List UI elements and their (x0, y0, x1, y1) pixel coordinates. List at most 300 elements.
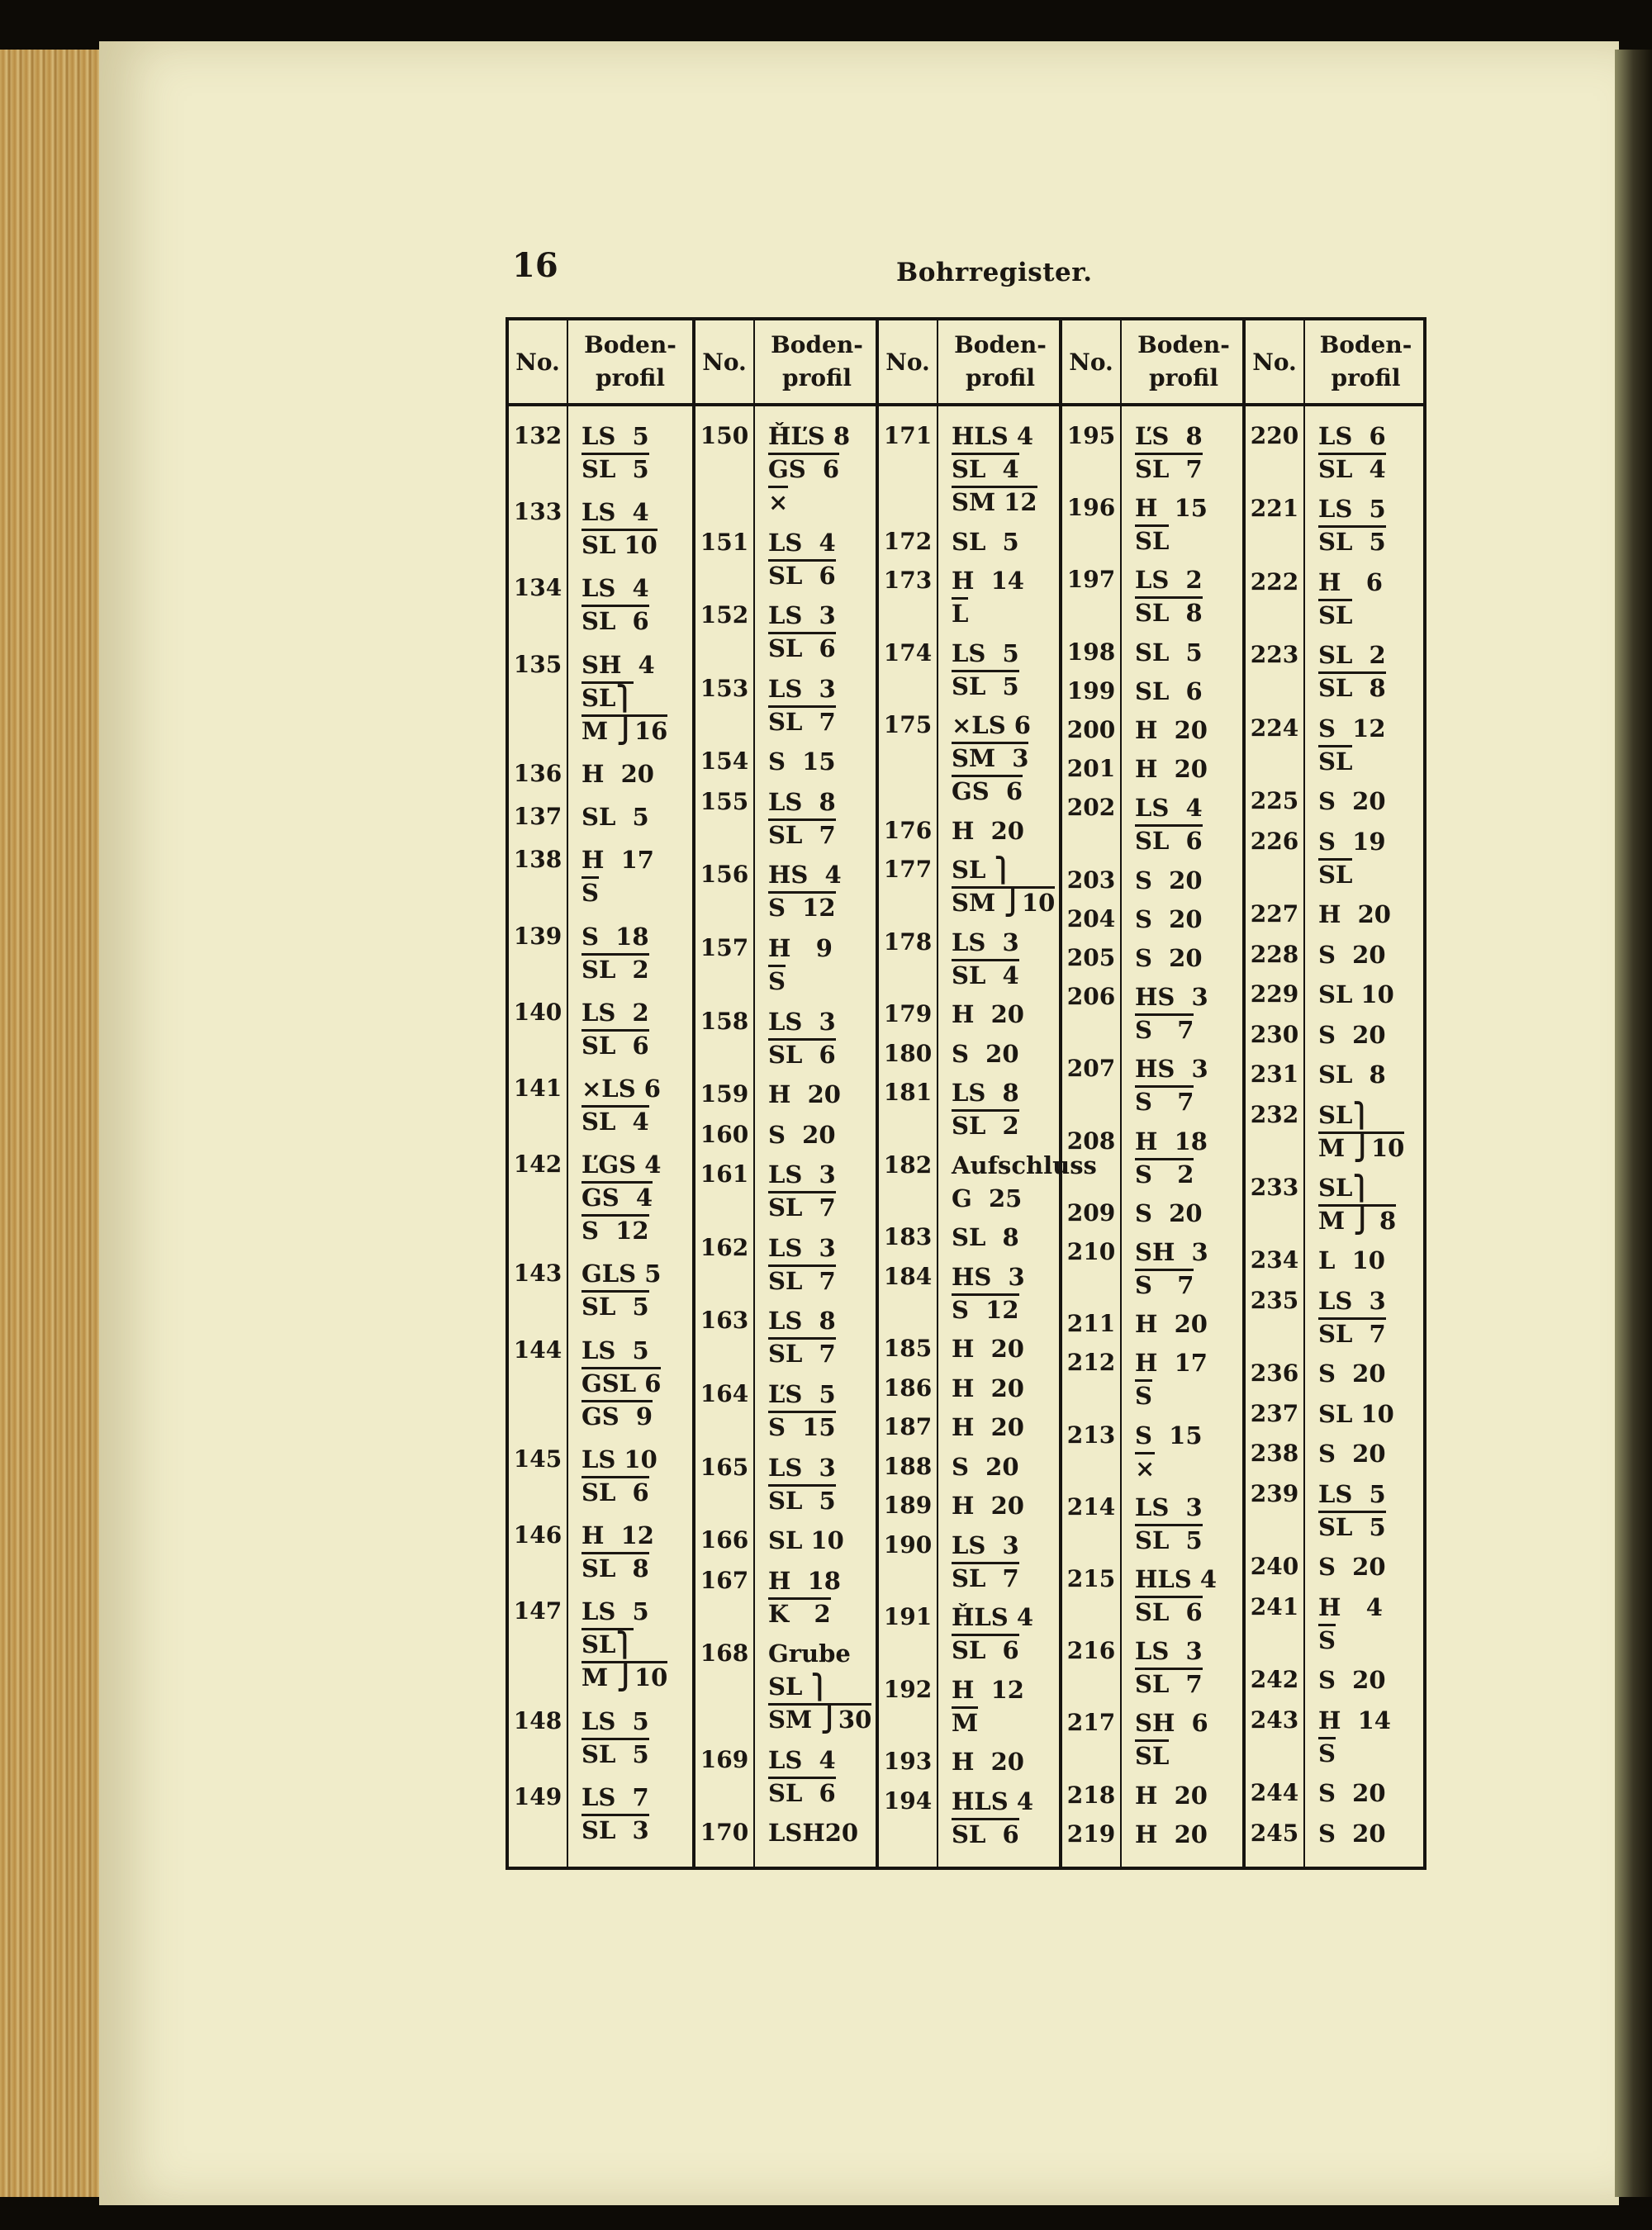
soil-profile (1122, 1346, 1246, 1412)
profile-layer (938, 1706, 1062, 1739)
profile-layer (1122, 491, 1246, 524)
profile-layer (755, 1378, 879, 1411)
profile-layer (568, 714, 692, 747)
profile-layer (1305, 420, 1427, 453)
boring-number: 193 (883, 1748, 933, 1775)
boring-number: 197 (1066, 566, 1116, 594)
soil-profile (568, 1148, 692, 1247)
profile-layer-text: LS 4 (582, 498, 649, 527)
profile-layer-text: LS 5 (582, 422, 649, 450)
profile-layer (938, 453, 1062, 486)
profile-layer-text: S 20 (1318, 940, 1386, 969)
profile-layer (1122, 1346, 1246, 1379)
profile-layer (568, 1738, 692, 1771)
profile-layer-text: GS 4 (582, 1181, 653, 1212)
profile-layer-text: H 18 (768, 1566, 841, 1595)
profile-layer-text: SL 3 (582, 1814, 649, 1844)
profile-layer-text: H 6 (1318, 567, 1383, 596)
profile-layer (755, 632, 879, 665)
profile-layer (755, 785, 879, 818)
soil-profile (755, 785, 879, 852)
profile-layer (755, 705, 879, 738)
profile-layer-text: SL⎫ (1318, 1174, 1371, 1202)
profile-layer (755, 1484, 879, 1517)
profile-layer (1122, 675, 1246, 708)
profile-layer (1122, 864, 1246, 897)
profile-layer-text: SL ⎫ (768, 1672, 829, 1701)
soil-profile (1305, 1777, 1427, 1810)
boring-number: 245 (1250, 1819, 1299, 1847)
profile-layer-text: S 18 (582, 922, 649, 951)
profile-layer-text: SL 7 (952, 1562, 1019, 1592)
profile-layer-text: LS 2 (582, 998, 649, 1027)
boring-number: 179 (883, 1000, 933, 1027)
soil-profile (938, 420, 1062, 519)
profile-layer (1122, 1307, 1246, 1340)
profile-layer (755, 965, 879, 998)
profile-layer (938, 998, 1062, 1031)
profile-layer (1305, 1817, 1427, 1850)
profile-layer-text: SL 5 (582, 1290, 649, 1321)
profile-layer (755, 1078, 879, 1111)
profile-layer (568, 572, 692, 605)
profile-layer (938, 1529, 1062, 1562)
profile-layer (938, 1332, 1062, 1365)
boring-number: 177 (883, 856, 933, 883)
boring-number: 240 (1250, 1553, 1299, 1581)
profile-layer-text: SL 10 (1318, 980, 1394, 1009)
profile-layer (568, 681, 692, 714)
profile-layer-text: S 19 (1318, 827, 1386, 856)
profile-layer-text: SL 6 (1135, 676, 1203, 705)
profile-layer-text: LS 4 (768, 1745, 836, 1774)
soil-profile (938, 814, 1062, 847)
profile-layer (1122, 903, 1246, 936)
boring-number: 241 (1250, 1592, 1299, 1620)
profile-layer-text: LS 3 (952, 928, 1019, 956)
boring-number: 206 (1066, 983, 1116, 1011)
profile-layer (755, 1597, 879, 1630)
profile-layer-text: S 20 (1318, 787, 1386, 816)
profile-layer (1122, 563, 1246, 596)
profile-layer (568, 1181, 692, 1214)
profile-layer (568, 1334, 692, 1367)
profile-layer-text: H 20 (952, 1748, 1024, 1776)
boring-number: 219 (1066, 1820, 1116, 1848)
profile-layer (568, 1814, 692, 1847)
profile-layer (755, 1118, 879, 1151)
soil-profile (1122, 1197, 1246, 1230)
profile-layer-text: S 20 (1318, 1666, 1386, 1695)
profile-layer-text: S (1318, 1624, 1336, 1654)
page-number: 16 (512, 246, 558, 285)
column-header (695, 320, 879, 406)
profile-layer (938, 1489, 1062, 1522)
profile-layer (568, 1105, 692, 1138)
soil-profile (938, 1149, 1097, 1215)
profile-layer (1305, 978, 1427, 1011)
profile-layer-text: LS 3 (1135, 1492, 1203, 1521)
boring-number: 166 (700, 1526, 749, 1554)
profile-layer-text: SL⎫ (582, 1628, 634, 1658)
profile-layer (1305, 1098, 1427, 1132)
boring-number: 192 (883, 1675, 933, 1703)
profile-layer (1122, 714, 1246, 747)
profile-layer (568, 1148, 692, 1181)
profile-layer-text: SL 5 (1135, 638, 1203, 667)
profile-layer (938, 1293, 1062, 1326)
profile-layer-text: SL 10 (582, 529, 657, 559)
soil-profile (1122, 1706, 1246, 1772)
soil-profile (755, 420, 879, 519)
soil-profile (1305, 825, 1427, 891)
profile-layer-text: HS 4 (768, 861, 842, 890)
profile-layer-text: M ⎭16 (582, 714, 667, 745)
soil-profile (755, 1524, 879, 1557)
profile-layer-text: S 20 (1135, 866, 1203, 894)
profile-layer-text: LS 3 (1135, 1637, 1203, 1666)
header-no: No. (515, 348, 560, 376)
soil-profile (938, 998, 1062, 1031)
boring-number: 230 (1250, 1020, 1299, 1048)
profile-layer-text: S (768, 965, 786, 995)
profile-layer (1122, 824, 1246, 857)
header-bodenprofil-line1: Boden- (954, 331, 1047, 358)
soil-profile (1122, 1236, 1246, 1302)
profile-layer (938, 1037, 1062, 1070)
boring-number: 134 (513, 574, 563, 602)
boring-number: 146 (513, 1521, 563, 1549)
profile-layer (568, 1072, 692, 1105)
profile-layer (568, 1476, 692, 1509)
profile-layer-text: LS 5 (1318, 1479, 1386, 1508)
profile-layer (1305, 1478, 1427, 1511)
profile-layer-text: H 20 (952, 1374, 1024, 1402)
boring-number: 194 (883, 1786, 933, 1815)
profile-layer-text: SL 6 (768, 1777, 836, 1807)
profile-layer (938, 1818, 1062, 1851)
profile-layer (938, 1372, 1062, 1405)
profile-layer (938, 1260, 1062, 1293)
boring-number: 201 (1066, 755, 1116, 783)
profile-layer (755, 1744, 879, 1777)
profile-layer-text: LS 8 (952, 1079, 1019, 1107)
profile-layer (938, 709, 1062, 742)
profile-layer-text: S 15 (768, 747, 836, 776)
profile-layer-text: SL 5 (1318, 525, 1386, 556)
profile-layer-text: HS 3 (1135, 983, 1208, 1012)
soil-profile (1122, 563, 1246, 629)
boring-number: 220 (1250, 422, 1299, 449)
profile-layer-text: Grube (768, 1639, 851, 1668)
boring-number: 140 (513, 998, 563, 1026)
soil-profile (755, 1816, 879, 1849)
profile-layer (938, 597, 1062, 630)
soil-profile (568, 1257, 692, 1323)
header-bodenprofil-line2: profil (1149, 364, 1218, 391)
boring-number: 138 (513, 846, 563, 874)
profile-layer (1305, 453, 1427, 486)
profile-layer-text: S 12 (1318, 714, 1386, 743)
soil-profile (1122, 1125, 1246, 1191)
boring-number: 208 (1066, 1127, 1116, 1155)
boring-number: 170 (700, 1819, 749, 1847)
profile-layer (755, 1451, 879, 1484)
profile-layer-text: SL 8 (1318, 671, 1386, 702)
profile-layer (1122, 1379, 1246, 1412)
profile-layer-text: L 10 (1318, 1246, 1385, 1275)
profile-layer (1122, 1158, 1246, 1191)
profile-layer-text: M ⎭ 8 (1318, 1204, 1396, 1235)
boring-number: 189 (883, 1492, 933, 1519)
profile-layer-text: SL (1135, 524, 1169, 555)
profile-layer (1305, 1777, 1427, 1810)
boring-number: 243 (1250, 1706, 1299, 1734)
profile-layer (1305, 1204, 1427, 1237)
soil-profile (938, 525, 1062, 558)
profile-layer-text: SL 5 (952, 527, 1019, 556)
header-bodenprofil-line2: profil (596, 364, 665, 391)
soil-profile (1122, 491, 1246, 558)
soil-profile (1122, 1052, 1246, 1118)
header-bodenprofil (1305, 329, 1427, 395)
profile-layer-text: ȞLS 4 (952, 1603, 1034, 1631)
profile-layer-text: H 20 (952, 816, 1024, 845)
profile-layer-text: S 20 (1318, 1359, 1386, 1388)
profile-layer-text: M ⎭10 (582, 1661, 667, 1691)
profile-layer (1305, 858, 1427, 891)
profile-layer (568, 1029, 692, 1062)
header-no: No. (702, 348, 747, 376)
profile-layer (755, 1564, 879, 1597)
no-column-rule (1246, 320, 1305, 1867)
boring-number: 217 (1066, 1709, 1116, 1737)
boring-number: 175 (883, 711, 933, 738)
profile-layer-text: GS 9 (582, 1400, 653, 1431)
profile-layer-text: H 20 (1135, 1310, 1208, 1339)
soil-profile (1305, 1550, 1427, 1583)
header-bodenprofil-line1: Boden- (1137, 331, 1230, 358)
profile-layer-text: H 20 (952, 1000, 1024, 1028)
soil-profile (568, 920, 692, 986)
profile-layer (938, 1450, 1062, 1483)
profile-layer (938, 1601, 1062, 1634)
header-bodenprofil-line2: profil (1331, 364, 1401, 391)
profile-layer (938, 853, 1062, 886)
soil-profile (1305, 712, 1427, 778)
profile-layer (1122, 942, 1246, 975)
soil-profile (938, 1673, 1062, 1739)
profile-layer-text: SH 3 (1135, 1238, 1208, 1266)
soil-profile (568, 996, 692, 1062)
profile-layer (568, 1519, 692, 1552)
profile-layer-text: HLS 4 (952, 422, 1034, 450)
profile-layer (1305, 938, 1427, 971)
boring-number: 137 (513, 803, 563, 831)
profile-layer-text: LS 5 (952, 638, 1019, 667)
profile-layer-text: L (952, 597, 968, 628)
boring-number: 152 (700, 601, 749, 629)
soil-profile (1122, 420, 1246, 486)
profile-layer-text: S (1135, 1379, 1152, 1410)
boring-number: 196 (1066, 494, 1116, 522)
profile-layer (938, 564, 1062, 597)
profile-layer-text: H 20 (952, 1492, 1024, 1520)
boring-number: 218 (1066, 1781, 1116, 1809)
boring-number: 157 (700, 934, 749, 961)
profile-layer-text: S (582, 876, 599, 907)
profile-layer (1305, 1132, 1427, 1165)
soil-profile (938, 1450, 1062, 1483)
profile-layer (568, 1290, 692, 1323)
boring-number: 160 (700, 1120, 749, 1148)
profile-layer-text: SL 7 (768, 818, 836, 849)
boring-number: 213 (1066, 1421, 1116, 1449)
profile-layer (1305, 785, 1427, 818)
boring-number: 235 (1250, 1286, 1299, 1314)
boring-number: 172 (883, 527, 933, 555)
profile-layer (938, 420, 1062, 453)
profile-layer-text: LS 5 (582, 1597, 649, 1626)
profile-layer-text: LS 4 (768, 528, 836, 557)
profile-layer (568, 800, 692, 833)
profile-layer-text: SL 8 (582, 1552, 649, 1582)
soil-profile (755, 1231, 879, 1298)
profile-layer-text: S 15 (768, 1411, 836, 1441)
profile-layer-text: LS 4 (582, 574, 649, 603)
soil-profile (1305, 638, 1427, 705)
column-header (879, 320, 1062, 406)
header-no: No. (1252, 348, 1297, 376)
soil-profile (755, 932, 879, 998)
profile-layer (568, 1443, 692, 1476)
profile-layer (1122, 1668, 1246, 1701)
boring-number: 214 (1066, 1492, 1116, 1521)
profile-layer-text: SL 7 (768, 1191, 836, 1222)
profile-layer-text: LS 4 (1135, 794, 1203, 823)
boring-number: 163 (700, 1307, 749, 1335)
soil-profile (1122, 752, 1246, 785)
boring-number: 186 (883, 1374, 933, 1402)
profile-layer (1122, 1085, 1246, 1118)
boring-number: 161 (700, 1160, 749, 1189)
header-bodenprofil (1122, 329, 1246, 395)
profile-layer (755, 1191, 879, 1224)
header-bodenprofil-line2: profil (966, 364, 1035, 391)
soil-profile (938, 709, 1062, 808)
boring-number: 148 (513, 1706, 563, 1734)
boring-number: 164 (700, 1380, 749, 1407)
profile-layer (938, 814, 1062, 847)
profile-layer (755, 420, 879, 453)
profile-layer (1122, 1739, 1246, 1772)
soil-profile (1305, 1478, 1427, 1544)
profile-layer-text: H 20 (952, 1413, 1024, 1441)
boring-number: 155 (700, 787, 749, 815)
profile-layer-text: LSH20 (768, 1819, 859, 1848)
profile-layer-text: LS 8 (768, 1307, 836, 1336)
boring-number: 207 (1066, 1055, 1116, 1083)
profile-layer (938, 1673, 1062, 1706)
profile-layer-text: S 20 (1318, 1020, 1386, 1049)
soil-profile (1305, 420, 1427, 486)
profile-layer-text: SL⎫ (1318, 1100, 1371, 1129)
profile-layer (1305, 898, 1427, 931)
profile-layer-text: Aufschluss (952, 1151, 1097, 1179)
profile-layer (755, 1524, 879, 1557)
soil-profile (1305, 566, 1427, 632)
boring-number: 242 (1250, 1666, 1299, 1694)
profile-layer-text: S 20 (952, 1452, 1019, 1481)
profile-layer (755, 1777, 879, 1810)
column-header (1062, 320, 1246, 406)
soil-profile (938, 1745, 1062, 1778)
soil-profile (938, 1489, 1062, 1522)
soil-profile (938, 1785, 1062, 1851)
boring-number: 178 (883, 928, 933, 956)
boring-number: 224 (1250, 714, 1299, 742)
soil-profile (1305, 898, 1427, 931)
profile-layer (568, 843, 692, 876)
profile-layer-text: M (952, 1706, 978, 1737)
profile-layer (1122, 1197, 1246, 1230)
soil-profile (938, 1529, 1062, 1595)
boring-number: 151 (700, 528, 749, 556)
boring-number: 222 (1250, 567, 1299, 595)
profile-layer-text: H 18 (1135, 1127, 1208, 1155)
profile-layer-text: ĽS 8 (1135, 422, 1203, 450)
profile-layer (568, 876, 692, 909)
boring-number: 238 (1250, 1440, 1299, 1468)
boring-number: 198 (1066, 638, 1116, 666)
profile-layer (938, 1745, 1062, 1778)
soil-profile (755, 1451, 879, 1517)
profile-layer-text: SL 7 (768, 705, 836, 736)
profile-layer-text: SL 5 (768, 1484, 836, 1515)
soil-profile (568, 757, 692, 790)
profile-layer-text: SL 6 (952, 1818, 1019, 1848)
profile-layer-text: SL (1135, 1739, 1169, 1770)
profile-layer (1122, 1491, 1246, 1524)
column-group-5 (1242, 320, 1427, 1867)
header-bodenprofil-line1: Boden- (1319, 331, 1412, 358)
profile-layer-text: LS 3 (768, 1453, 836, 1482)
profile-layer (755, 1703, 879, 1736)
profile-layer (755, 1158, 879, 1191)
boring-number: 225 (1250, 787, 1299, 815)
header-bodenprofil (755, 329, 879, 395)
boring-number: 156 (700, 861, 749, 889)
soil-profile (1122, 942, 1246, 975)
profile-layer (1305, 492, 1427, 525)
profile-layer-text: SL 6 (952, 1634, 1019, 1664)
profile-layer (1305, 1171, 1427, 1204)
profile-layer (1122, 1452, 1246, 1485)
profile-layer-text: SM 12 (952, 486, 1037, 516)
soil-profile (568, 420, 692, 486)
profile-layer (1305, 671, 1427, 705)
soil-profile (755, 672, 879, 738)
bohrregister-table (506, 317, 1427, 1870)
profile-layer (938, 926, 1062, 959)
profile-layer (1305, 1704, 1427, 1737)
profile-layer (755, 745, 879, 778)
profile-layer (568, 1705, 692, 1738)
boring-number: 237 (1250, 1399, 1299, 1427)
profile-layer (1305, 1437, 1427, 1470)
soil-profile (755, 858, 879, 924)
boring-number: 200 (1066, 716, 1116, 743)
